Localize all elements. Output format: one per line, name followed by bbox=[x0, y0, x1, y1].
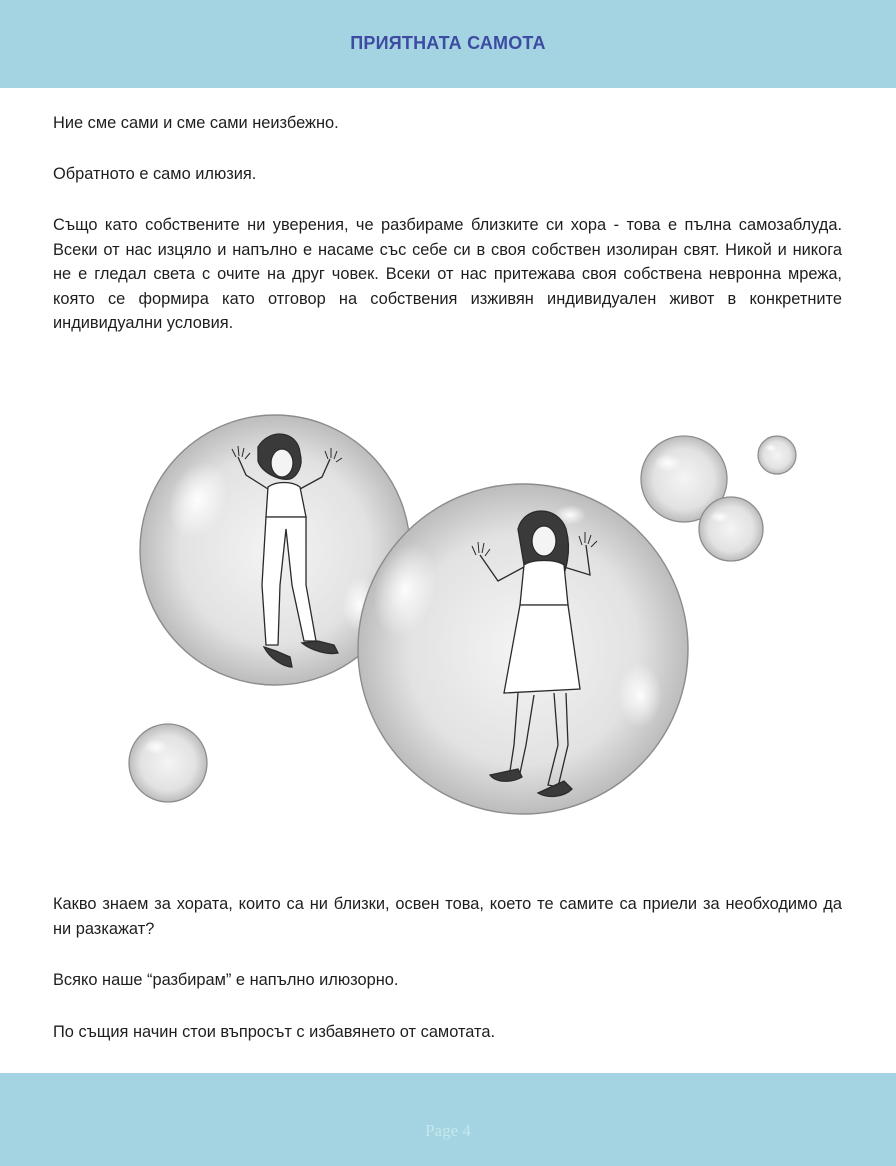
paragraph-1: Ние сме сами и сме сами неизбежно. bbox=[53, 114, 339, 132]
bubble-tiny-right bbox=[758, 436, 796, 474]
paragraph-6: По същия начин стои въпросът с избавянето от самотата. bbox=[53, 1023, 496, 1041]
footer-band bbox=[0, 1073, 896, 1166]
paragraph-2: Обратното е само илюзия. bbox=[53, 165, 257, 183]
header-band bbox=[0, 0, 896, 88]
bubbles-illustration bbox=[120, 405, 810, 825]
paragraph-5: Всяко наше “разбирам” е напълно илюзорно. bbox=[53, 971, 399, 989]
page-title: ПРИЯТНАТА САМОТА bbox=[350, 33, 546, 53]
bubble-middle-right bbox=[699, 497, 763, 561]
small-bubble-left bbox=[129, 724, 207, 802]
page-number: Page 4 bbox=[425, 1121, 471, 1140]
paragraph-3: Също като собствените ни уверения, че разбираме близките си хора - това е пълна самозаблуда. Всеки от нас изцяло и напълно е насаме със себе си в своя собствен изолиран свят. Никой и никога не е гледал света с очите на друг човек. Всеки от нас притежава своя собствена невронна мрежа, която се формира като отговор на собствения изживян индивидуален живот в конкретните индивидуални условия. bbox=[53, 216, 842, 332]
paragraph-4: Какво знаем за хората, които са ни близки, освен това, което те самите са приели за необходимо да ни разкажат? bbox=[53, 895, 842, 938]
